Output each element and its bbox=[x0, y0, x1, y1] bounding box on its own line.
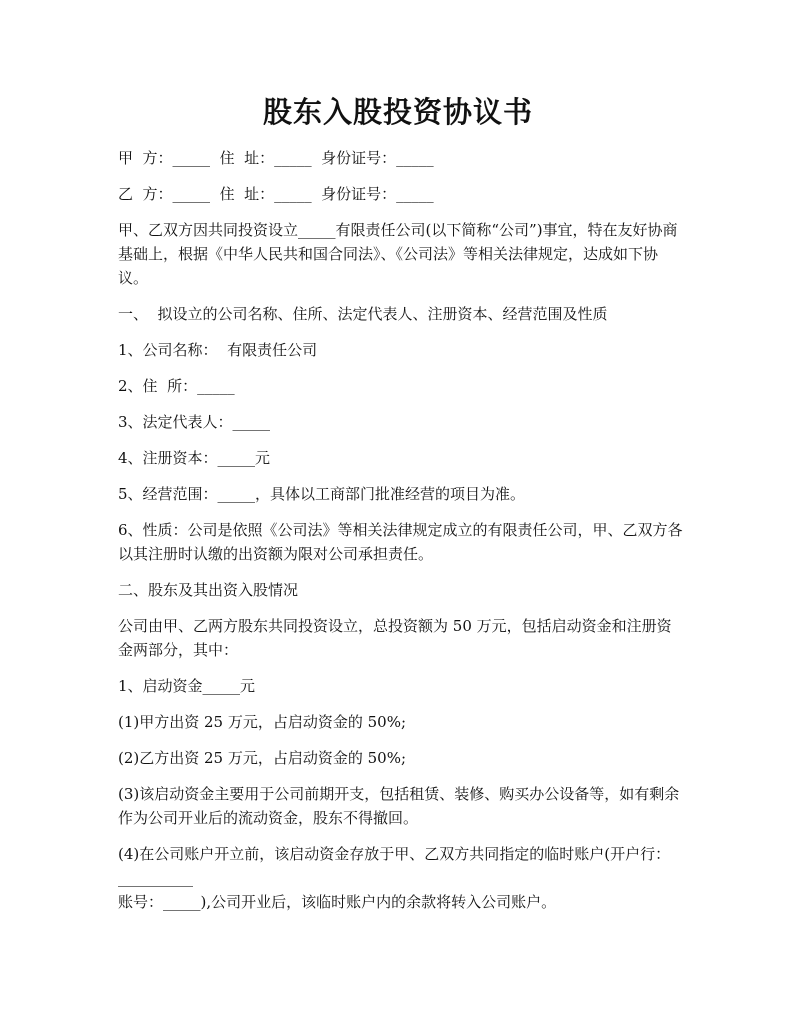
investment-summary-paragraph: 公司由甲、乙两方股东共同投资设立，总投资额为 50 万元，包括启动资金和注册资金两部分，其中： bbox=[118, 617, 672, 659]
startup-funds-clause: 1、启动资金_____元 bbox=[118, 677, 256, 695]
section-1-heading: 一、 拟设立的公司名称、住所、法定代表人、注册资本、经营范围及性质 bbox=[118, 305, 608, 323]
address-clause: 2、住 所：_____ bbox=[118, 377, 235, 395]
legal-representative-clause: 3、法定代表人：_____ bbox=[118, 413, 271, 431]
document-body bbox=[118, 146, 683, 926]
party-a-line: 甲 方：_____ 住 址：_____ 身份证号：_____ bbox=[118, 149, 434, 167]
registered-capital-clause: 4、注册资本：_____元 bbox=[118, 449, 271, 467]
business-scope-clause: 5、经营范围：_____，具体以工商部门批准经营的项目为准。 bbox=[118, 485, 526, 503]
party-b-line: 乙 方：_____ 住 址：_____ 身份证号：_____ bbox=[118, 185, 434, 203]
party-a-contribution: (1)甲方出资 25 万元，占启动资金的 50%; bbox=[118, 713, 407, 731]
party-b-contribution: (2)乙方出资 25 万元，占启动资金的 50%; bbox=[118, 749, 407, 767]
document-title: 股东入股投资协议书 bbox=[262, 95, 533, 129]
startup-funds-usage: (3)该启动资金主要用于公司前期开支，包括租赁、装修、购买办公设备等，如有剩余作为公司开业后的流动资金，股东不得撤回。 bbox=[118, 785, 680, 827]
preamble-paragraph: 甲、乙双方因共同投资设立_____有限责任公司(以下简称“公司”)事宜，特在友好协商基础上，根据《中华人民共和国合同法》、《公司法》等相关法律规定，达成如下协议。 bbox=[118, 221, 678, 287]
temporary-account-clause: (4)在公司账户开立前，该启动资金存放于甲、乙双方共同指定的临时账户(开户行：__________ bbox=[118, 845, 671, 887]
company-nature-clause: 6、性质：公司是依照《公司法》等相关法律规定成立的有限责任公司，甲、乙双方各以其注册时认缴的出资额为限对公司承担责任。 bbox=[118, 521, 683, 563]
account-number-line: 账号：_____),公司开业后，该临时账户内的余款将转入公司账户。 bbox=[118, 893, 557, 911]
company-name-clause: 1、公司名称： 有限责任公司 bbox=[118, 341, 318, 359]
section-2-heading: 二、股东及其出资入股情况 bbox=[118, 581, 299, 599]
